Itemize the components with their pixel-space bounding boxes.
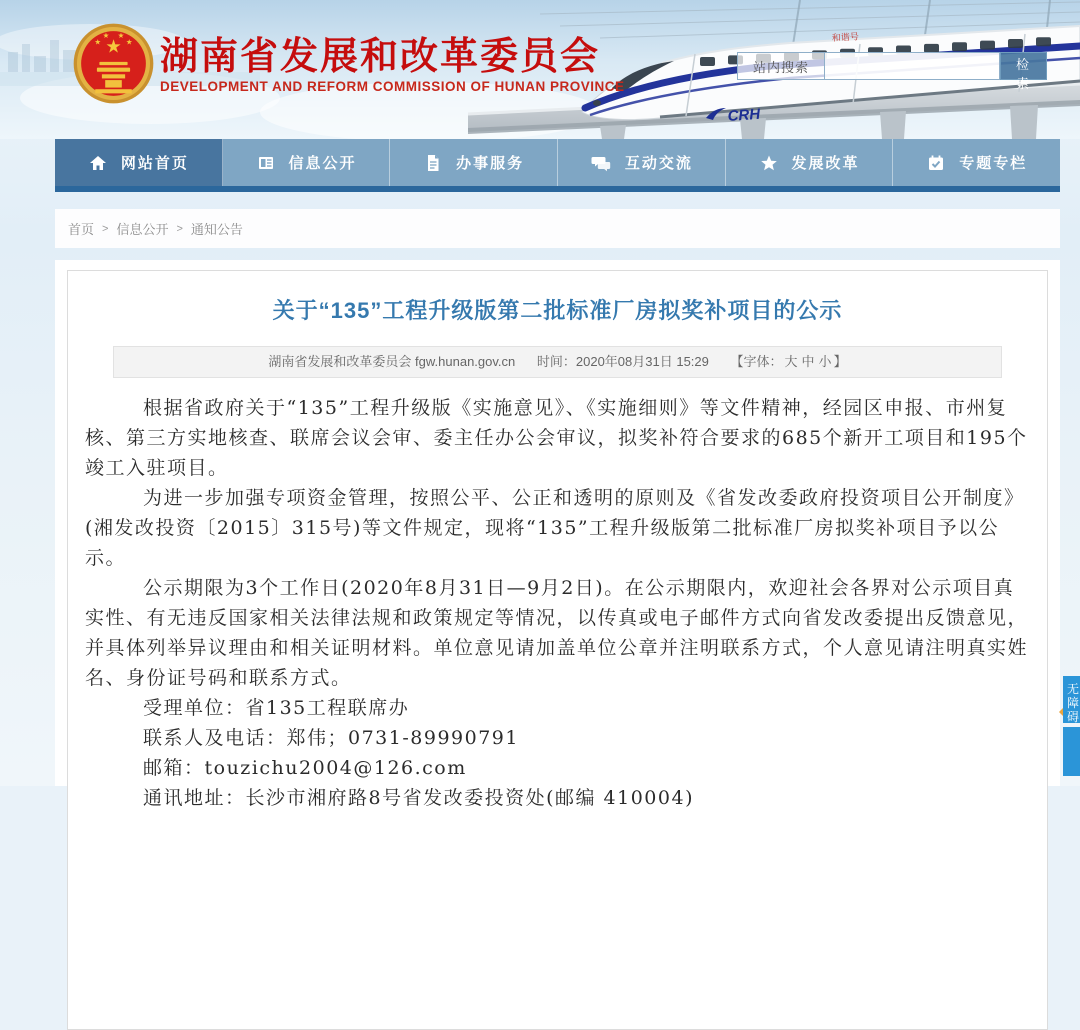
- news-icon: [256, 153, 276, 173]
- article-body: [85, 393, 1030, 813]
- nav-item-services[interactable]: [390, 139, 558, 186]
- font-size-small-button[interactable]: 小: [818, 354, 832, 369]
- contact-accepting-unit: 受理单位：省135工程联席办: [143, 697, 410, 719]
- svg-text:★: ★: [117, 30, 125, 40]
- breadcrumb-separator: >: [102, 222, 109, 235]
- nav-item-label: 互动交流: [624, 155, 693, 172]
- svg-text:★: ★: [125, 37, 133, 47]
- float-widget-top[interactable]: 无障碍: [1063, 676, 1080, 723]
- breadcrumb-home[interactable]: 首页: [68, 222, 95, 237]
- article-paragraph: 公示期限为3个工作日(2020年8月31日—9月2日)。在公示期限内，欢迎社会各界对公示项目真实性、有无违反国家相关法律法规和政策规定等情况，以传真或电子邮件方式向省发改委提出反馈意见，并具体列举异议理由和相关证明材料。单位意见请加盖单位公章并注明联系方式，个人意见请注明真实姓名、身份证号码和联系方式。: [85, 577, 1029, 689]
- article-title: 关于“135”工程升级版第二批标准厂房拟奖补项目的公示: [272, 298, 843, 323]
- nav-bottom-strip: [55, 186, 1060, 192]
- star-icon: [759, 153, 779, 173]
- article-panel: [67, 270, 1048, 1030]
- calendar-check-icon: [926, 153, 946, 173]
- breadcrumb-separator: >: [176, 222, 183, 235]
- article-meta-bar: [113, 346, 1002, 378]
- search-label: 站内搜索: [737, 52, 824, 80]
- nav-item-label: 网站首页: [120, 155, 189, 172]
- nav-item-info-disclosure[interactable]: [223, 139, 391, 186]
- article-source: 湖南省发展和改革委员会 fgw.hunan.gov.cn: [268, 354, 516, 369]
- site-search: [737, 52, 1047, 91]
- main-nav: [55, 139, 1060, 192]
- nav-item-label: 发展改革: [791, 155, 860, 172]
- train-red-text: 和谐号: [831, 31, 860, 43]
- contact-address: 通讯地址：长沙市湘府路8号省发改委投资处(邮编 410004): [143, 787, 694, 809]
- article-time-label: 时间：: [536, 354, 576, 369]
- float-widget-bottom[interactable]: [1063, 727, 1080, 776]
- nav-item-label: 信息公开: [288, 155, 357, 172]
- article-paragraph: 为进一步加强专项资金管理，按照公平、公正和透明的原则及《省发改委政府投资项目公开制度》(湘发改投资〔2015〕315号)等文件规定，现将“135”工程升级版第二批标准厂房拟奖补项目予以公示。: [85, 487, 1025, 569]
- document-icon: [423, 153, 443, 173]
- content-area: [55, 260, 1060, 809]
- breadcrumb: [55, 209, 1060, 248]
- svg-text:★: ★: [94, 37, 102, 47]
- float-widget-notch-icon: [1059, 708, 1063, 716]
- contact-person-phone: 联系人及电话：郑伟；0731-89990791: [143, 727, 519, 749]
- nav-item-label: 专题专栏: [959, 155, 1028, 172]
- nav-item-interaction[interactable]: [558, 139, 726, 186]
- accessibility-float-widget[interactable]: [1063, 676, 1080, 776]
- font-size-prefix: 【字体：: [730, 354, 783, 369]
- breadcrumb-info-disclosure[interactable]: 信息公开: [116, 222, 169, 237]
- svg-text:★: ★: [102, 30, 110, 40]
- nav-item-label: 办事服务: [456, 155, 525, 172]
- site-title: 湖南省发展和改革委员会: [160, 36, 601, 78]
- font-size-suffix: 】: [833, 354, 847, 369]
- site-header: [0, 0, 1080, 139]
- nav-item-special-columns[interactable]: [893, 139, 1060, 186]
- search-input[interactable]: [824, 52, 1000, 80]
- chat-icon: [590, 153, 612, 173]
- site-subtitle: DEVELOPMENT AND REFORM COMMISSION OF HUNAN PROVINCE: [160, 79, 625, 94]
- contact-email: 邮箱：touzichu2004@126.com: [143, 757, 467, 779]
- nav-item-home[interactable]: [55, 139, 223, 186]
- site-logo[interactable]: [72, 22, 155, 105]
- national-emblem-icon: [72, 22, 155, 105]
- breadcrumb-notices[interactable]: 通知公告: [190, 222, 243, 237]
- font-size-large-button[interactable]: 大: [784, 354, 798, 369]
- nav-item-development-reform[interactable]: [726, 139, 894, 186]
- font-size-medium-button[interactable]: 中: [801, 354, 815, 369]
- article-paragraph: 根据省政府关于“135”工程升级版《实施意见》、《实施细则》等文件精神，经园区申报、市州复核、第三方实地核查、联席会议会审、委主任办公会审议，拟奖补符合要求的685个新开工项目和195个竣工入驻项目。: [85, 397, 1028, 479]
- crh-logo-text: CRH: [727, 105, 761, 125]
- svg-text:★: ★: [105, 35, 122, 57]
- article-time: 2020年08月31日 15:29: [575, 354, 709, 369]
- search-button[interactable]: 检 索: [1000, 52, 1047, 80]
- home-icon: [88, 153, 108, 173]
